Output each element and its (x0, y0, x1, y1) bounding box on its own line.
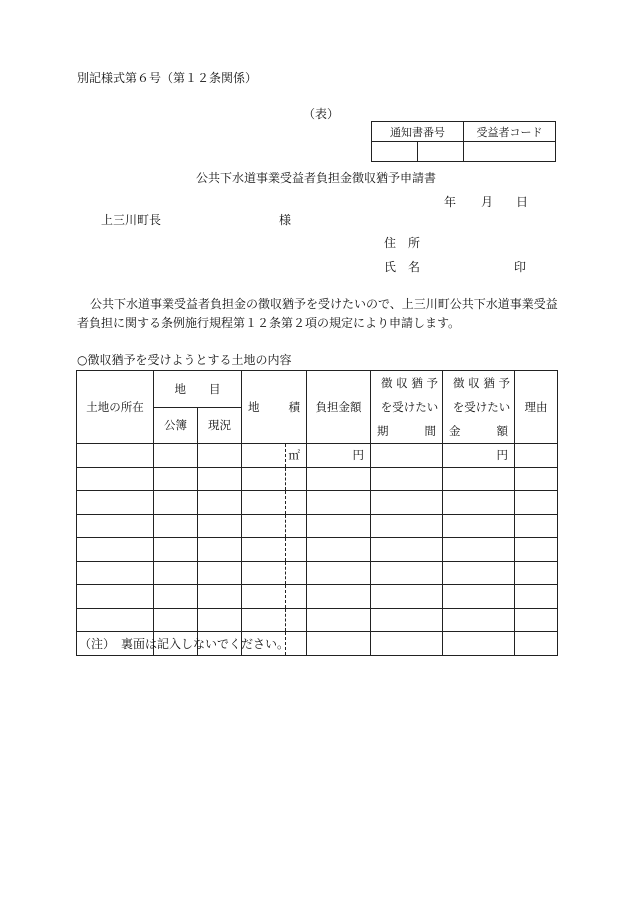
cell-area-unit (286, 561, 307, 585)
cell-registry[interactable] (154, 585, 198, 609)
cell-period[interactable] (371, 491, 443, 515)
cell-area-unit (286, 585, 307, 609)
land-table (76, 370, 558, 656)
cell-area[interactable] (242, 585, 286, 609)
side-label: （表） (303, 107, 340, 121)
cell-period[interactable] (371, 444, 443, 468)
cell-location[interactable] (77, 444, 154, 468)
table-row (77, 444, 558, 468)
cell-location[interactable] (77, 467, 154, 491)
header-charge-amount: 負担金額 (307, 371, 371, 444)
cell-current[interactable] (198, 561, 242, 585)
notice-number-box-2[interactable] (418, 142, 464, 162)
section-title: ○徴収猶予を受けようとする土地の内容 (77, 353, 292, 367)
cell-current[interactable] (198, 491, 242, 515)
cell-current[interactable] (198, 538, 242, 562)
header-deferral-period: 徴 収 猶 予 を受けたい 期 間 (371, 371, 443, 444)
cell-charge[interactable] (307, 538, 371, 562)
cell-location[interactable] (77, 585, 154, 609)
note: （注） 裏面は記入しないでください。 (79, 637, 290, 651)
cell-location[interactable] (77, 514, 154, 538)
cell-amount[interactable] (443, 632, 515, 656)
table-row (77, 491, 558, 515)
cell-charge[interactable] (307, 491, 371, 515)
cell-location[interactable] (77, 561, 154, 585)
cell-registry[interactable] (154, 538, 198, 562)
cell-amount[interactable] (443, 514, 515, 538)
cell-amount[interactable] (443, 491, 515, 515)
cell-current[interactable] (198, 444, 242, 468)
cell-registry[interactable] (154, 444, 198, 468)
header-current: 現況 (198, 407, 242, 444)
date-month: 月 (481, 195, 494, 209)
addressee-honorific: 様 (279, 213, 292, 227)
cell-period[interactable] (371, 467, 443, 491)
table-row (77, 561, 558, 585)
cell-reason[interactable] (515, 608, 558, 632)
header-reason: 理由 (515, 371, 558, 444)
cell-period[interactable] (371, 585, 443, 609)
land-table-body (77, 444, 558, 656)
cell-charge[interactable] (307, 561, 371, 585)
cell-area-unit (286, 467, 307, 491)
cell-registry[interactable] (154, 514, 198, 538)
cell-charge[interactable] (307, 608, 371, 632)
body-line-1: 公共下水道事業受益者負担金の徴収猶予を受けたいので、上三川町公共下水道事業受益 (90, 297, 558, 311)
code-boxes (371, 121, 556, 162)
beneficiary-code-box[interactable] (464, 142, 556, 162)
cell-current[interactable] (198, 585, 242, 609)
cell-charge[interactable] (307, 514, 371, 538)
cell-area[interactable] (242, 538, 286, 562)
cell-area-unit (286, 538, 307, 562)
header-land-category: 地 目 (154, 371, 242, 408)
header-registry: 公簿 (154, 407, 198, 444)
cell-registry[interactable] (154, 467, 198, 491)
table-row (77, 608, 558, 632)
cell-charge[interactable] (307, 585, 371, 609)
cell-current[interactable] (198, 608, 242, 632)
cell-area[interactable] (242, 467, 286, 491)
form-number: 別記様式第６号（第１２条関係） (77, 71, 258, 85)
name-label: 氏 名 (384, 260, 421, 274)
cell-current[interactable] (198, 514, 242, 538)
address-label: 住 所 (384, 236, 421, 250)
date-year: 年 (444, 195, 457, 209)
cell-period[interactable] (371, 514, 443, 538)
cell-area-unit (286, 608, 307, 632)
cell-charge[interactable] (307, 632, 371, 656)
cell-reason[interactable] (515, 514, 558, 538)
cell-period[interactable] (371, 608, 443, 632)
header-area: 地 積 (242, 371, 307, 444)
cell-amount[interactable] (443, 585, 515, 609)
cell-area[interactable] (242, 561, 286, 585)
cell-registry[interactable] (154, 608, 198, 632)
cell-location[interactable] (77, 538, 154, 562)
cell-amount[interactable]: 円 (443, 444, 515, 468)
header-location: 土地の所在 (77, 371, 154, 444)
cell-charge[interactable]: 円 (307, 444, 371, 468)
cell-reason[interactable] (515, 491, 558, 515)
cell-reason[interactable] (515, 585, 558, 609)
cell-period[interactable] (371, 561, 443, 585)
cell-area-unit (286, 491, 307, 515)
notice-number-label: 通知書番号 (372, 122, 464, 142)
cell-amount[interactable] (443, 467, 515, 491)
date-day: 日 (516, 195, 529, 209)
cell-area[interactable] (242, 514, 286, 538)
cell-registry[interactable] (154, 491, 198, 515)
cell-area-unit: ㎡ (286, 444, 307, 468)
cell-area-unit (286, 514, 307, 538)
cell-reason[interactable] (515, 538, 558, 562)
table-row (77, 514, 558, 538)
cell-amount[interactable] (443, 561, 515, 585)
cell-area[interactable] (242, 608, 286, 632)
cell-area[interactable] (242, 491, 286, 515)
cell-reason[interactable] (515, 444, 558, 468)
cell-reason[interactable] (515, 561, 558, 585)
seal-mark: 印 (514, 260, 527, 274)
cell-current[interactable] (198, 467, 242, 491)
page-title: 公共下水道事業受益者負担金徴収猶予申請書 (196, 171, 437, 185)
body-line-2: 者負担に関する条例施行規程第１２条第２項の規定により申請します。 (77, 316, 461, 330)
table-row (77, 538, 558, 562)
cell-registry[interactable] (154, 561, 198, 585)
cell-charge[interactable] (307, 467, 371, 491)
cell-location[interactable] (77, 608, 154, 632)
cell-location[interactable] (77, 491, 154, 515)
table-row (77, 585, 558, 609)
table-row (77, 467, 558, 491)
beneficiary-code-label: 受益者コード (464, 122, 556, 142)
addressee-name: 上三川町長 (101, 213, 162, 227)
cell-amount[interactable] (443, 538, 515, 562)
notice-number-box-1[interactable] (372, 142, 418, 162)
cell-period[interactable] (371, 632, 443, 656)
cell-reason[interactable] (515, 632, 558, 656)
cell-area[interactable] (242, 444, 286, 468)
cell-period[interactable] (371, 538, 443, 562)
cell-amount[interactable] (443, 608, 515, 632)
header-deferral-amount: 徴 収 猶 予 を受けたい 金 額 (443, 371, 515, 444)
cell-reason[interactable] (515, 467, 558, 491)
